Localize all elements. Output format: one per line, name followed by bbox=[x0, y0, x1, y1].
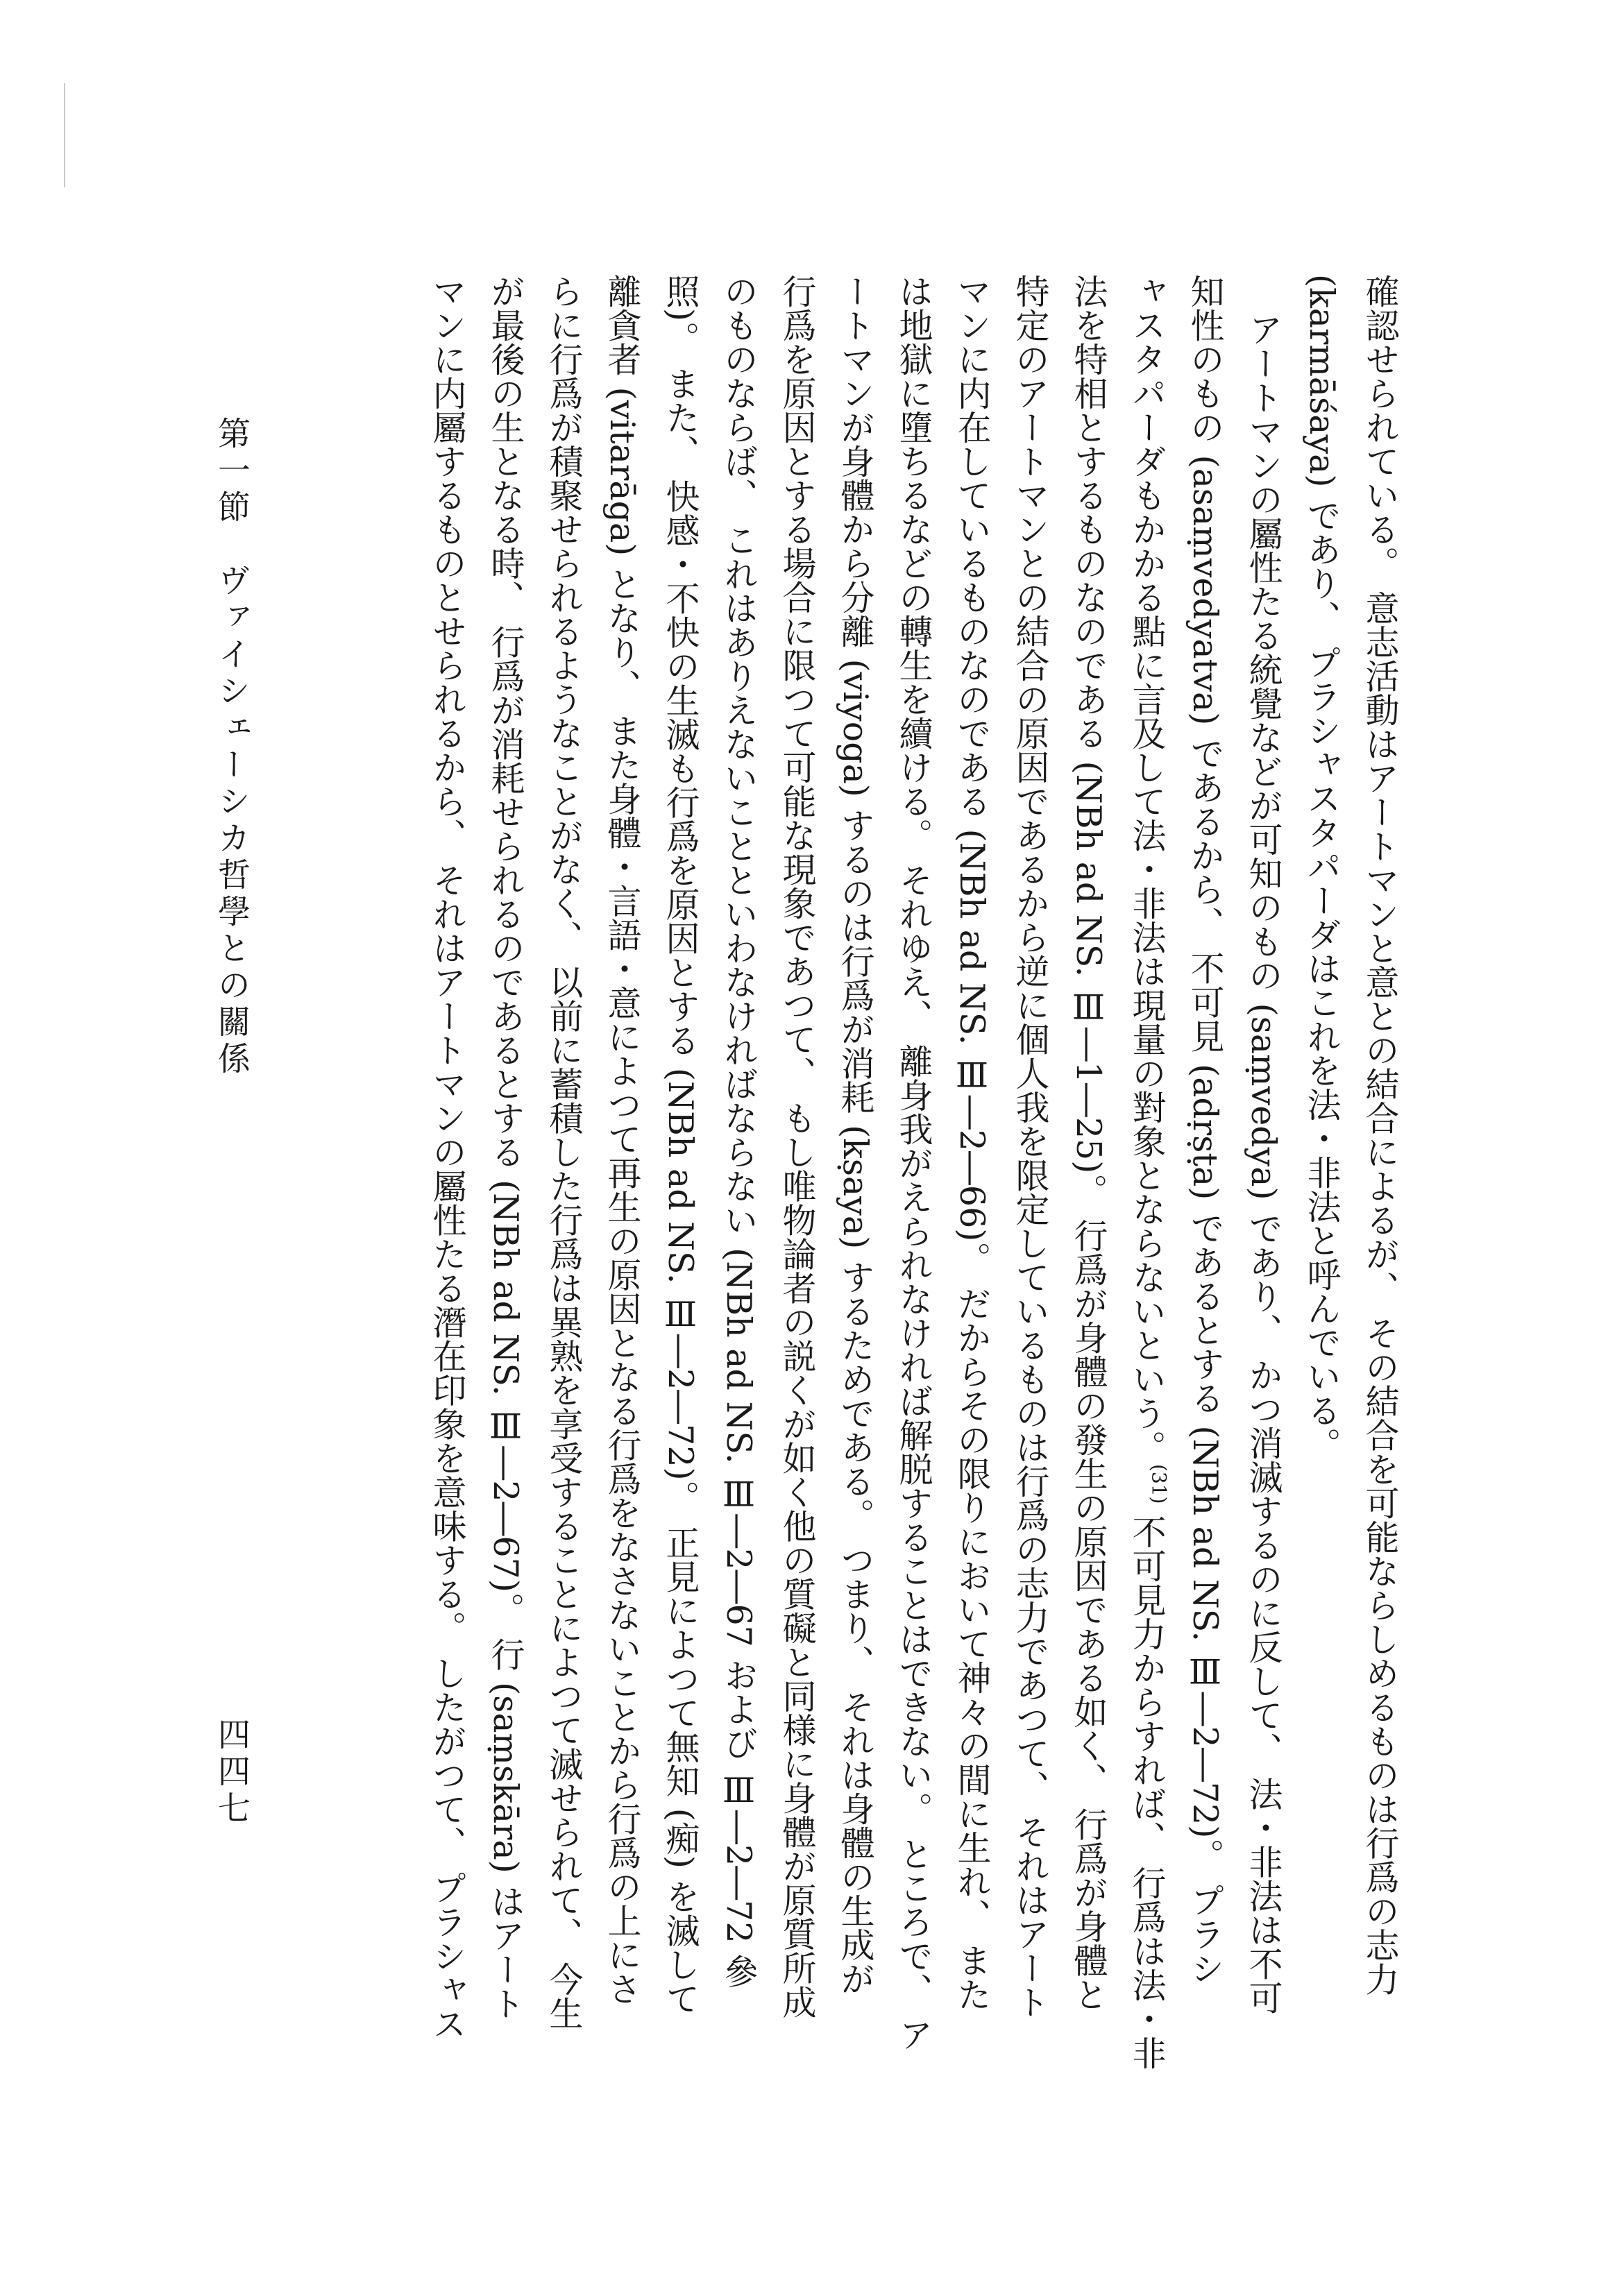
text-line: が最後の生となる時、 行爲が消耗せられるのであるとする (NBh ad NS. Ⅲ―2―67)。 行 (saṃskāra) はアート bbox=[486, 274, 525, 2021]
text-line: (karmāśaya) であり、 プラシャスタパーダはこれを法・非法と呼んでいる。 bbox=[1302, 274, 1342, 1461]
running-head: 第一節 ヴァイシェーシカ哲學との關係 bbox=[212, 416, 251, 1078]
margin-rule bbox=[64, 83, 65, 187]
text-line: は地獄に墮ちるなどの轉生を續ける。 それゆえ、 離身我がえられなければ解脱することはできない。 ところで、 ア bbox=[894, 274, 933, 2052]
text-line: 特定のアートマンとの結合の原因であるから逆に個人我を限定しているものは行爲の志力であつて、 それはアート bbox=[1010, 274, 1050, 2019]
text-line-part: 不可見力からすれば、 行爲は法・非 bbox=[1127, 1504, 1167, 2070]
text-line: 知性のもの (asaṃvedyatva) であるから、 不可見 (adṛṣṭa) であるとする (NBh ad NS. Ⅲ―2―72)。 プラシ bbox=[1185, 274, 1225, 1985]
text-line: マンに内屬するものとせられるから、 それはアートマンの屬性たる潛在印象を意味する。 したがつて、 プラシャス bbox=[428, 274, 467, 2041]
text-line: 行爲を原因とする場合に限つて可能な現象であつて、 もし唯物論者の説くが如く他の質礙と同様に身體が原質所成 bbox=[777, 274, 817, 2019]
footnote-marker: (31) bbox=[1147, 1464, 1171, 1504]
body-text bbox=[281, 274, 1409, 2092]
page-number: 四四七 bbox=[212, 1717, 251, 1828]
text-line: 離貪者 (vitarāga) となり、 また身體・言語・意によつて再生の原因となる行爲をなさないことから行爲の上にさ bbox=[602, 274, 642, 2006]
text-line: 照)。 また、 快感・不快の生滅も行爲を原因とする (NBh ad NS. Ⅲ―2―72)。 正見によつて無知 (痴) を滅して bbox=[661, 274, 700, 2016]
text-line: らに行爲が積聚せられるようなことがなく、 以前に蓄積した行爲は異熟を享受することによつて滅せられて、 今生 bbox=[544, 274, 584, 2030]
text-line: ートマンが身體から分離 (viyoga) するのは行爲が消耗 (kṣaya) するためである。 つまり、 それは身體の生成が bbox=[836, 274, 875, 1996]
text-line: アートマンの屬性たる統覺などが可知のもの (saṃvedya) であり、 かつ消滅するのに反して、 法・非法は不可 bbox=[1244, 312, 1283, 2015]
text-line: 確認せられている。 意志活動はアートマンと意との結合によるが、 その結合を可能ならしめるものは行爲の志力 bbox=[1360, 274, 1400, 1996]
text-line: 法を特相とするものなのである (NBh ad NS. Ⅲ―1―25)。 行爲が身體の發生の原因である如く、 行爲が身體と bbox=[1069, 274, 1108, 2012]
text-line: マンに内在しているものなのである (NBh ad NS. Ⅲ―2―66)。 だからその限りにおいて神々の間に生れ、 また bbox=[952, 274, 992, 2012]
text-line bbox=[1117, 274, 1176, 2092]
text-line-part: ャスタパーダもかかる點に言及して法・非法は現量の對象とならないという。 bbox=[1127, 274, 1167, 1464]
text-line: のものならば、 これはありえないことといわなければならない (NBh ad NS. Ⅲ―2―67 および Ⅲ―2―72 參 bbox=[719, 274, 759, 1989]
